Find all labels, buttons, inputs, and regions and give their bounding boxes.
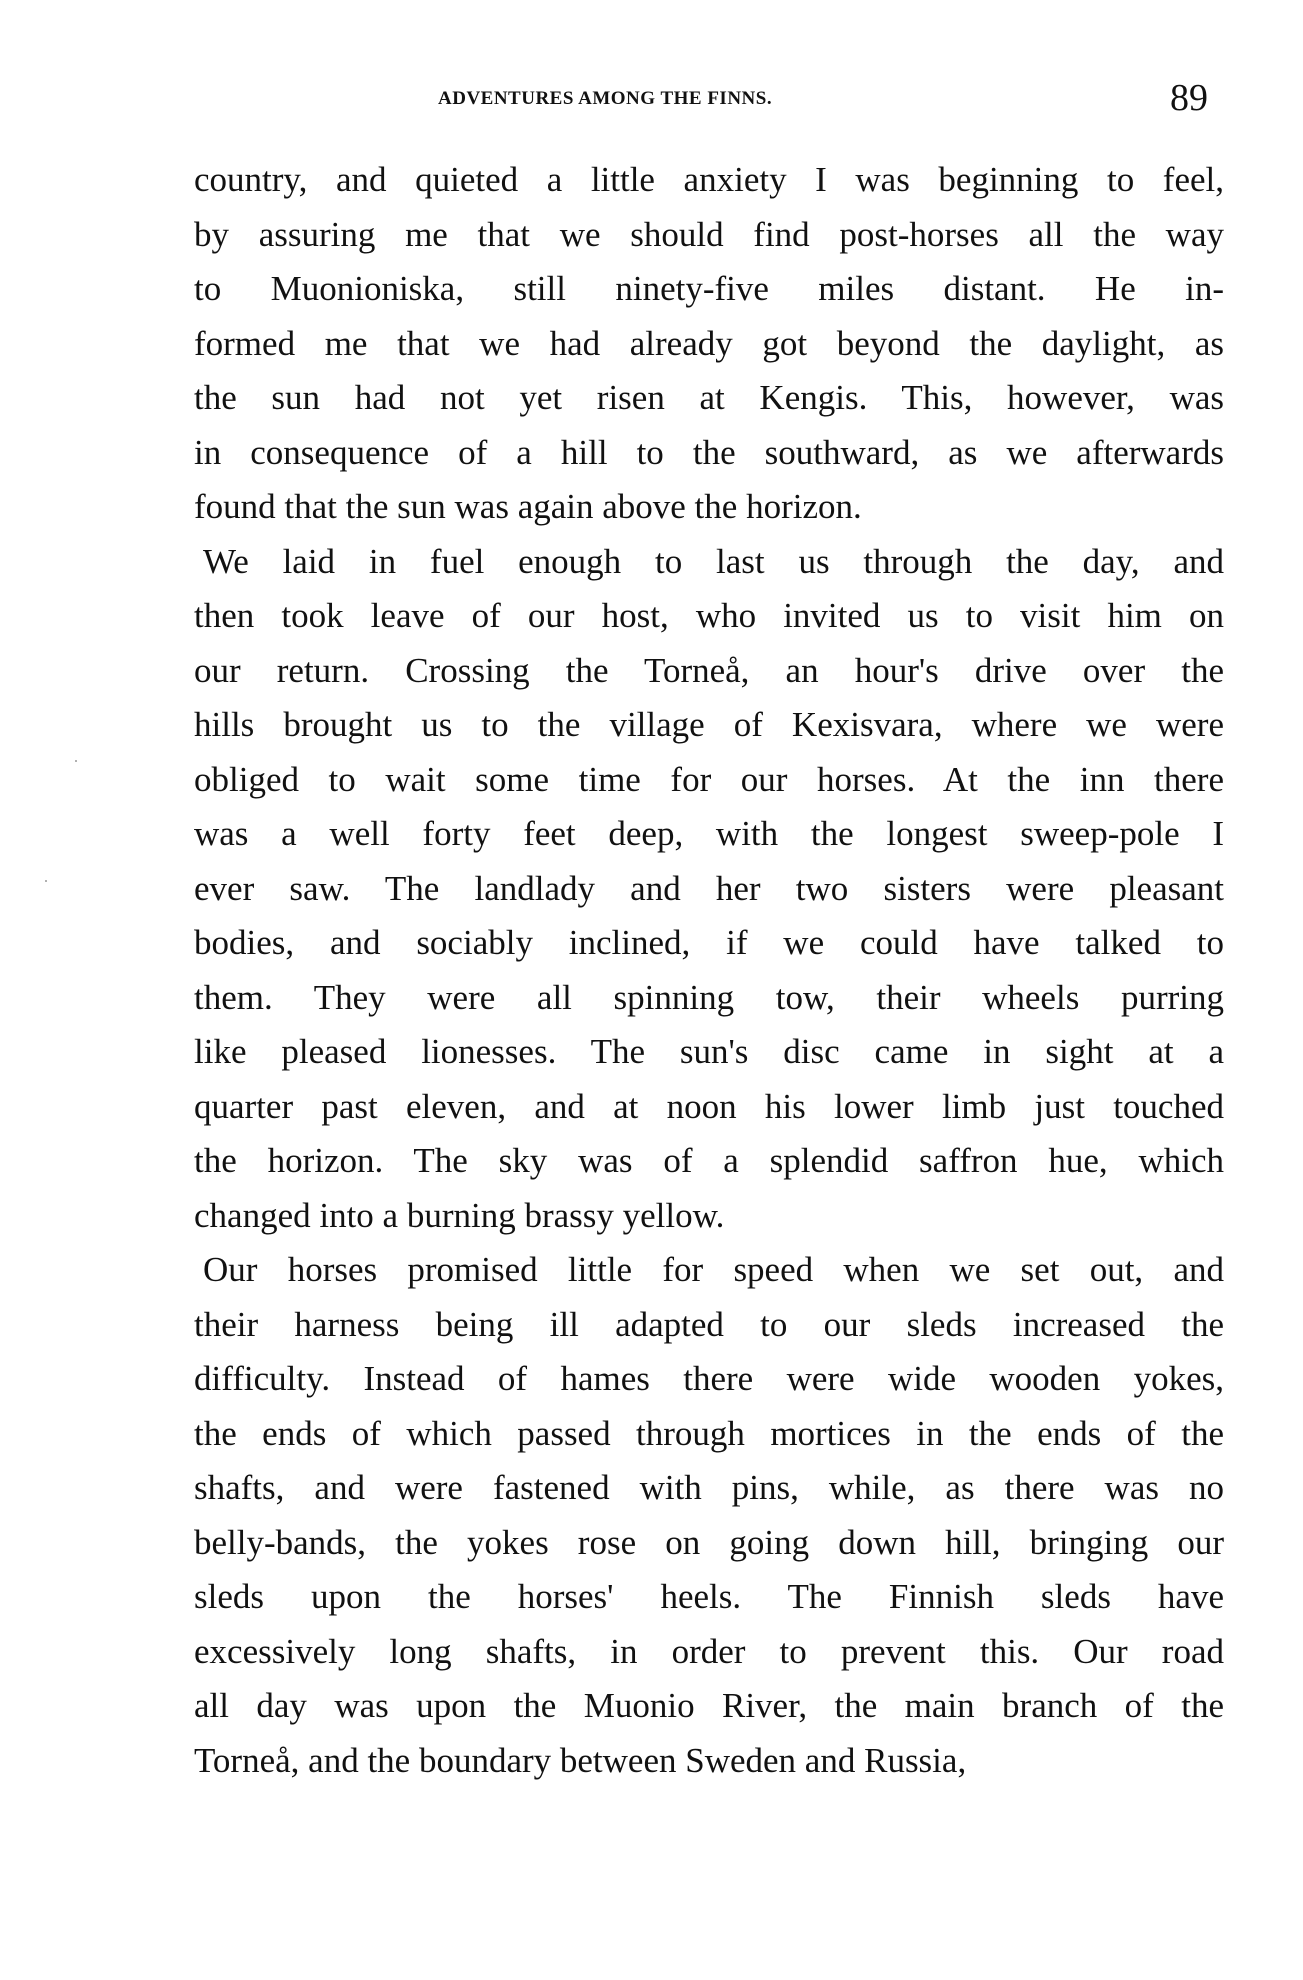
- running-title: ADVENTURES AMONG THE FINNS.: [438, 88, 773, 109]
- paragraph: [194, 535, 1224, 1244]
- text-line: difficulty. Instead of hames there were wide wooden yokes,: [194, 1359, 1224, 1398]
- text-line: excessively long shafts, in order to prevent this. Our road: [194, 1631, 1224, 1671]
- text-line: by assuring me that we should find post-horses all the way: [194, 214, 1224, 254]
- text-line: obliged to wait some time for our horses. At the inn there: [194, 759, 1224, 799]
- page-number: 89: [1170, 77, 1208, 119]
- text-line: quarter past eleven, and at noon his lower limb just touched: [194, 1086, 1224, 1126]
- paragraph: [194, 153, 1224, 535]
- running-header: [0, 77, 1303, 120]
- page-body: [194, 153, 1224, 1788]
- text-line: their harness being ill adapted to our sleds increased the: [194, 1304, 1224, 1344]
- text-line: formed me that we had already got beyond the daylight, as: [194, 323, 1224, 363]
- text-line: found that the sun was again above the horizon.: [194, 487, 862, 526]
- text-line: ever saw. The landlady and her two sisters were pleasant: [194, 868, 1224, 908]
- text-line: to Muonioniska, still ninety-five miles distant. He in-: [194, 269, 1224, 308]
- text-line: them. They were all spinning tow, their wheels purring: [194, 977, 1224, 1017]
- text-line: the horizon. The sky was of a splendid saffron hue, which: [194, 1141, 1224, 1180]
- text-line: changed into a burning brassy yellow.: [194, 1195, 725, 1235]
- text-line: Torneå, and the boundary between Sweden and Russia,: [194, 1740, 967, 1780]
- text-line: the ends of which passed through mortices in the ends of the: [194, 1413, 1224, 1453]
- text-line: then took leave of our host, who invited us to visit him on: [194, 596, 1224, 635]
- text-line: hills brought us to the village of Kexisvara, where we were: [194, 705, 1224, 744]
- text-line: the sun had not yet risen at Kengis. This, however, was: [194, 378, 1224, 417]
- text-line: sleds upon the horses' heels. The Finnish sleds have: [194, 1577, 1224, 1616]
- text-line: in consequence of a hill to the southward, as we afterwards: [194, 432, 1224, 472]
- text-line: Our horses promised little for speed when we set out, and: [203, 1250, 1224, 1289]
- paragraph: [194, 1243, 1224, 1788]
- text-line: belly-bands, the yokes rose on going down hill, bringing our: [194, 1522, 1224, 1562]
- text-line: like pleased lionesses. The sun's disc came in sight at a: [194, 1032, 1224, 1071]
- scan-speck: [45, 880, 47, 882]
- scan-speck: [75, 760, 77, 762]
- text-line: was a well forty feet deep, with the longest sweep-pole I: [194, 814, 1224, 853]
- text-line: all day was upon the Muonio River, the main branch of the: [194, 1686, 1224, 1725]
- text-line: our return. Crossing the Torneå, an hour's drive over the: [194, 650, 1224, 690]
- text-line: We laid in fuel enough to last us through the day, and: [203, 541, 1224, 581]
- text-line: shafts, and were fastened with pins, while, as there was no: [194, 1468, 1224, 1507]
- text-line: country, and quieted a little anxiety I was beginning to feel,: [194, 160, 1224, 199]
- text-line: bodies, and sociably inclined, if we could have talked to: [194, 923, 1224, 962]
